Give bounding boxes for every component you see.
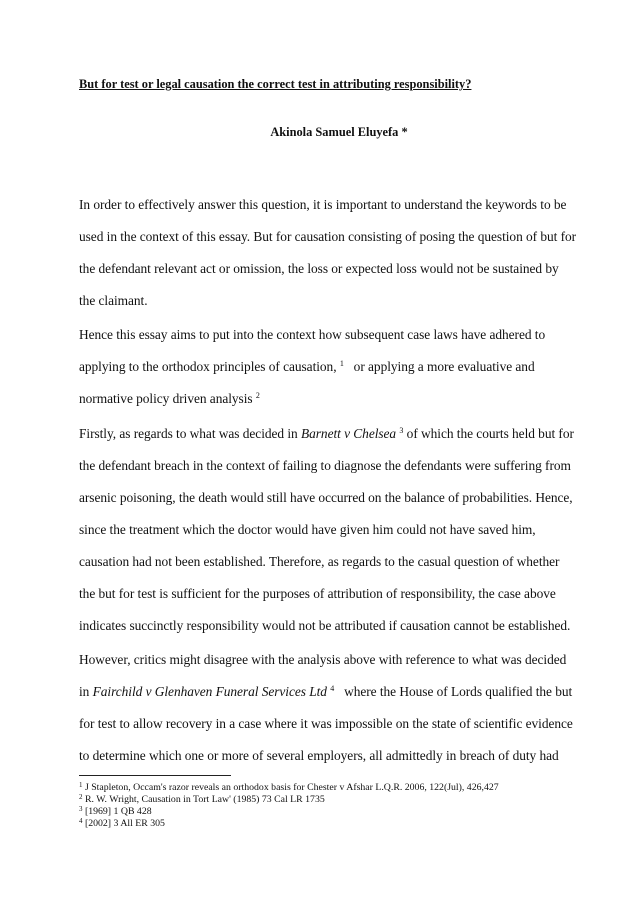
footnote-separator (79, 775, 231, 776)
p2-line-2 (79, 359, 535, 375)
p4-line-2-text-a: in (79, 684, 90, 699)
p4-line-4: to determine which one or more of several employers, all admittedly in breach of duty had (79, 748, 559, 763)
footnote-1-text: J Stapleton, Occam's razor reveals an orthodox basis for Chester v Afshar L.Q.R. 2006, 122(Jul), 426,427 (84, 782, 499, 793)
footnote-ref-1: 1 (339, 359, 344, 368)
footnote-1 (79, 782, 499, 793)
p3-line-6: the but for test is sufficient for the purposes of attribution of responsibility, the case above (79, 586, 556, 601)
footnote-3 (79, 806, 152, 817)
p2-line-2-text-a: applying to the orthodox principles of causation, (79, 359, 337, 374)
p3-line-1-text-a: Firstly, as regards to what was decided in (79, 426, 298, 441)
footnote-3-number: 3 (79, 805, 83, 813)
p1-line-2: used in the context of this essay. But for causation consisting of posing the question of but for (79, 229, 577, 244)
footnote-ref-4: 4 (330, 684, 335, 693)
p2-line-2-text-b: or applying a more evaluative and (353, 359, 535, 374)
p2-line-1: Hence this essay aims to put into the context how subsequent case laws have adhered to (79, 327, 546, 342)
document-title: But for test or legal causation the correct test in attributing responsibility? (79, 77, 472, 91)
case-name-fairchild: Fairchild v Glenhaven Funeral Services Ltd (92, 684, 327, 699)
p3-line-3: arsenic poisoning, the death would still have occurred on the balance of probabilities. Hence, (79, 490, 573, 505)
p4-line-1: However, critics might disagree with the analysis above with reference to what was decided (79, 652, 567, 667)
footnote-1-number: 1 (79, 781, 83, 789)
footnote-4-text: [2002] 3 All ER 305 (84, 818, 165, 829)
p1-line-4: the claimant. (79, 293, 148, 308)
p4-line-3: for test to allow recovery in a case where it was impossible on the state of scientific evidence (79, 716, 573, 731)
footnote-4 (79, 818, 165, 829)
footnote-ref-2: 2 (255, 391, 260, 400)
footnote-3-text: [1969] 1 QB 428 (84, 806, 152, 817)
p2-line-3-text: normative policy driven analysis (79, 391, 253, 406)
p1-line-1: In order to effectively answer this question, it is important to understand the keywords to be (79, 197, 567, 212)
author-name: Akinola Samuel Eluyefa * (270, 125, 408, 139)
p2-line-3 (79, 391, 260, 407)
p3-line-4: since the treatment which the doctor would have given him could not have saved him, (79, 522, 536, 537)
p3-line-7: indicates succinctly responsibility would not be attributed if causation cannot be established. (79, 618, 571, 633)
case-name-barnett: Barnett v Chelsea (300, 426, 397, 441)
footnote-2 (79, 794, 325, 805)
footnote-ref-3: 3 (399, 426, 404, 435)
p4-line-2-text-b: where the House of Lords qualified the but (344, 684, 573, 699)
p3-line-5: causation had not been established. Therefore, as regards to the casual question of whether (79, 554, 560, 569)
footnote-2-number: 2 (79, 793, 83, 801)
footnote-4-number: 4 (79, 817, 83, 825)
p3-line-2: the defendant breach in the context of failing to diagnose the defendants were suffering from (79, 458, 571, 473)
p3-line-1-text-b: of which the courts held but for (406, 426, 574, 441)
p4-line-2 (79, 684, 572, 700)
p1-line-3: the defendant relevant act or omission, the loss or expected loss would not be sustained by (79, 261, 559, 276)
p3-line-1 (79, 426, 574, 442)
footnote-2-text: R. W. Wright, Causation in Tort Law' (1985) 73 Cal LR 1735 (84, 794, 325, 805)
